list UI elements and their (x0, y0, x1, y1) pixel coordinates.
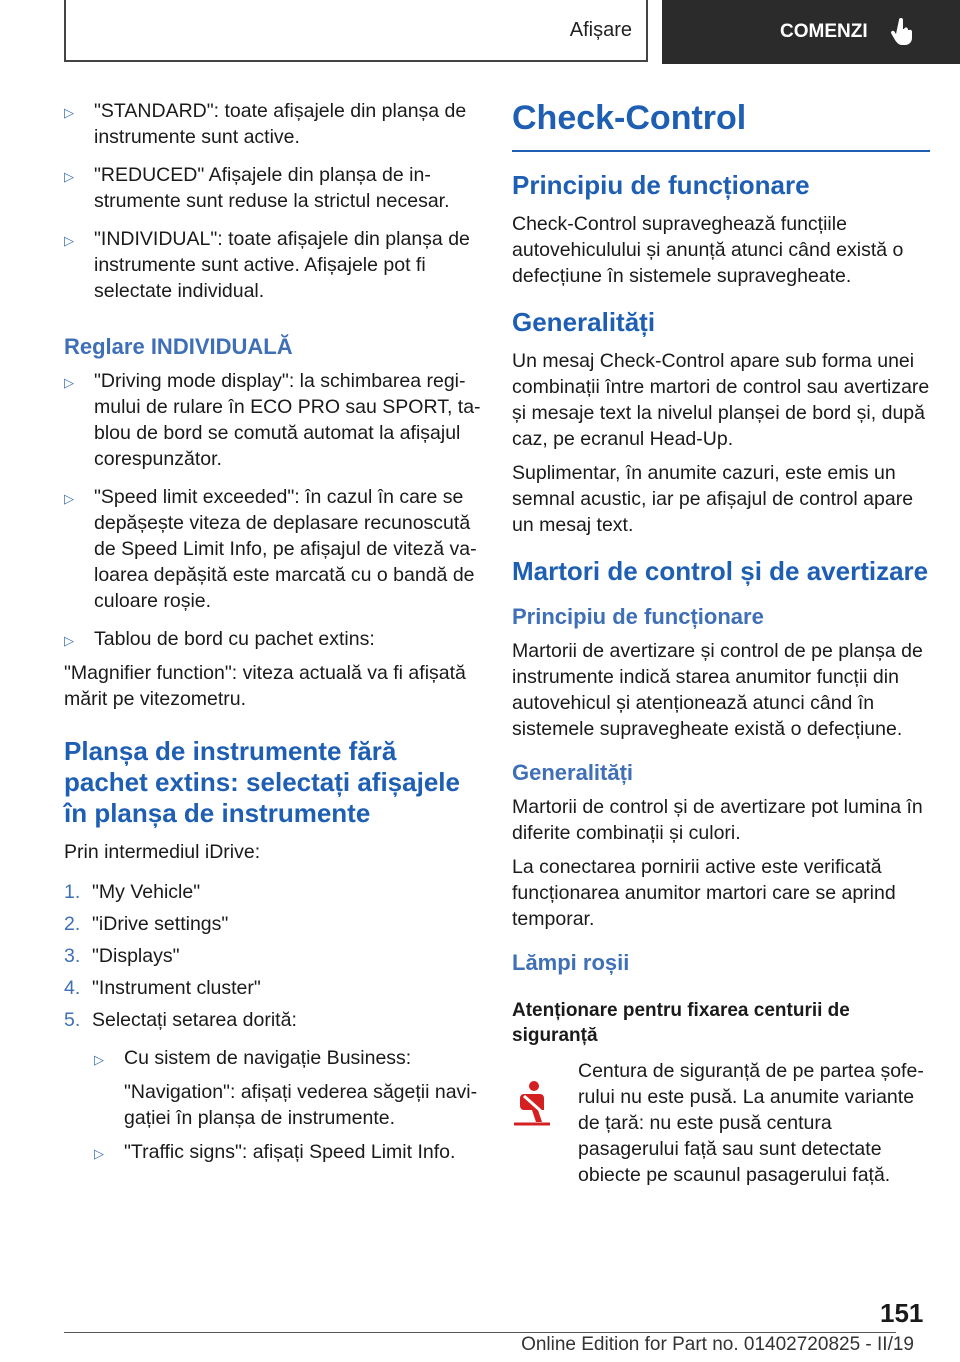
step-item: 4. "Instrument cluster" (64, 977, 261, 999)
hand-pointer-icon (890, 18, 914, 46)
heading-plansa: Planșa de instrumente fără pachet extins: selectați afișajele în planșa de instrumente (64, 736, 460, 828)
paragraph: Martorii de control și de avertizare pot lumina în diferite combinații și culori. (512, 796, 923, 844)
tab-comenzi[interactable]: COMENZI (662, 0, 960, 64)
footer-text: Online Edition for Part no. 01402720825 - II/19 (521, 1334, 914, 1355)
tab-afisare[interactable]: Afișare (64, 0, 648, 62)
paragraph: Un mesaj Check-Control apare sub forma unei combinații între martori de control sau avertizare și mesaje text la nivelul planșei de bord și, după caz, pe ecranul Head-Up. (512, 350, 930, 450)
triangle-bullet-icon: ▷ (64, 633, 74, 648)
heading-reglare: Reglare INDIVIDUALĂ (64, 334, 293, 359)
paragraph: "Navigation": afișați vederea săgeții navigației în planșa de instrumente. (124, 1081, 478, 1129)
list-item: ▷ Cu sistem de navigație Business: (94, 1045, 482, 1073)
triangle-bullet-icon: ▷ (64, 375, 74, 390)
page-number: 151 (880, 1298, 924, 1328)
seatbelt-warning-block (512, 1058, 930, 1188)
triangle-bullet-icon: ▷ (94, 1146, 104, 1161)
list-item: ▷ "Traffic signs": afișați Speed Limit Info. (94, 1139, 482, 1167)
paragraph: Prin intermediul iDrive: (64, 841, 261, 863)
list-item: ▷ "Speed limit exceeded": în cazul în care se depășește viteza de deplasare recunoscută de Speed Limit Info, pe afișajul de viteză valoarea depășită este marcată cu o bandă de culoare roșie. (64, 486, 477, 612)
list-item: ▷ "INDIVIDUAL": toate afișajele din planșa de instrumente sunt active. Afișajele pot fi selectate individual. (64, 228, 470, 302)
paragraph: Check-Control supraveghează funcțiile autovehiculului și anunță atunci când există o defecțiune în sistemele supravegheate. (512, 213, 904, 287)
paragraph: Centura de siguranță de pe partea șoferului nu este pusă. La anumite variante de țară: nu este pusă centura pasagerului față sau sunt detectate obiecte pe scaunul pasagerului față. (578, 1060, 924, 1186)
step-item: 5. Selectați setarea dorită: (64, 1009, 297, 1031)
step-item: 2. "iDrive settings" (64, 913, 229, 935)
heading-martori: Martori de control și de avertizare (512, 556, 929, 586)
list-item: ▷ "REDUCED" Afișajele din planșa de instrumente sunt reduse la strictul necesar. (64, 164, 450, 212)
paragraph: La conectarea pornirii active este verificată funcționarea anumitor martori care se aprind temporar. (512, 856, 896, 930)
paragraph: Martorii de avertizare și control de pe planșa de instrumente indică starea anumitor funcții din autovehicul și atenționează atunci când în sistemele supravegheate există o defecțiune. (512, 640, 923, 740)
left-column (64, 98, 482, 1179)
footer-divider (64, 1332, 896, 1333)
page-header (64, 0, 960, 64)
heading-principiu-2: Principiu de funcționare (512, 604, 764, 629)
heading-check-control: Check-Control (512, 98, 930, 152)
heading-lampi: Lămpi roșii (512, 950, 630, 975)
step-item: 1. "My Vehicle" (64, 881, 201, 903)
paragraph: Suplimentar, în anumite cazuri, este emis un semnal acustic, iar pe afișajul de control apare un mesaj text. (512, 462, 914, 536)
list-item: ▷ "STANDARD": toate afișajele din planșa de instrumente sunt active. (64, 100, 467, 148)
list-item: ▷ Tablou de bord cu pachet extins: (64, 626, 482, 654)
list-item: ▷ "Driving mode display": la schimbarea regimului de rulare în ECO PRO sau SPORT, tablou de bord se comută automat la afișajul corespunzător. (64, 370, 481, 470)
heading-principiu: Principiu de funcționare (512, 170, 810, 200)
triangle-bullet-icon: ▷ (64, 105, 74, 120)
triangle-bullet-icon: ▷ (64, 169, 74, 184)
seatbelt-warning-icon (512, 1080, 552, 1128)
heading-generalitati-2: Generalități (512, 760, 634, 785)
right-column (512, 98, 930, 1188)
triangle-bullet-icon: ▷ (64, 491, 74, 506)
heading-atentionare: Atenționare pentru fixarea centurii de siguranță (512, 1000, 850, 1046)
heading-generalitati: Generalități (512, 307, 656, 337)
step-item: 3. "Displays" (64, 945, 180, 967)
triangle-bullet-icon: ▷ (64, 233, 74, 248)
triangle-bullet-icon: ▷ (94, 1052, 104, 1067)
paragraph: "Magnifier function": viteza actuală va fi afișată mărit pe vitezometru. (64, 662, 466, 710)
